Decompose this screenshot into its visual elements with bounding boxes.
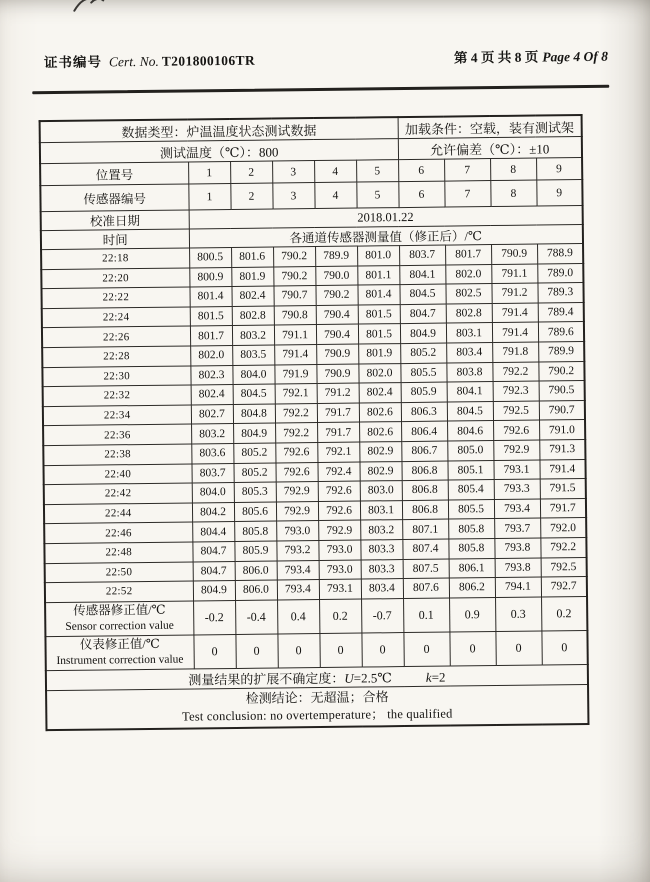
position-cell: 3 (272, 161, 314, 183)
value-cell: 791.2 (491, 283, 537, 303)
value-cell: 792.9 (276, 501, 318, 521)
value-cell: 792.0 (540, 518, 586, 538)
value-cell: 804.2 (192, 502, 234, 522)
value-cell: 793.0 (276, 521, 318, 541)
value-cell: 792.6 (318, 501, 360, 521)
value-cell: 790.2 (538, 361, 584, 381)
sensor-correction-value-cell: 0.9 (449, 597, 495, 632)
value-cell: 792.9 (493, 440, 539, 460)
time-cell: 22:46 (44, 522, 192, 543)
value-cell: 801.9 (358, 344, 400, 364)
value-cell: 806.8 (401, 461, 447, 481)
conclusion-row (46, 684, 588, 730)
value-cell: 800.5 (189, 247, 231, 267)
value-cell: 791.3 (539, 439, 585, 459)
value-cell: 802.0 (445, 264, 491, 284)
calibration-label: 校准日期 (41, 210, 189, 231)
header-rule (32, 85, 609, 95)
sensor-id-cell: 5 (356, 182, 398, 208)
value-cell: 803.6 (191, 443, 233, 463)
page-number-zh: 第 4 页 共 8 页 (453, 49, 539, 66)
value-cell: 793.0 (318, 540, 360, 560)
value-cell: 791.7 (317, 422, 359, 442)
value-cell: 792.5 (493, 401, 539, 421)
value-cell: 807.6 (403, 578, 449, 598)
position-cell: 6 (398, 159, 444, 182)
sensor-correction-label-en: Sensor correction value (65, 619, 174, 633)
value-cell: 793.1 (493, 460, 539, 480)
instrument-correction-label-en: Instrument correction value (56, 653, 184, 667)
value-cell: 792.1 (317, 442, 359, 462)
time-cell: 22:42 (44, 483, 192, 504)
value-cell: 806.7 (401, 441, 447, 461)
value-cell: 790.7 (539, 400, 585, 420)
sensor-correction-value-cell: 0.2 (541, 596, 587, 631)
value-cell: 804.5 (233, 384, 275, 404)
value-cell: 803.4 (446, 343, 492, 363)
conclusion-en: Test conclusion: no overtemperature； the qualified (182, 706, 453, 724)
sensor-id-cell: 6 (398, 181, 444, 208)
value-cell: 805.8 (448, 538, 494, 558)
value-cell: 791.8 (492, 342, 538, 362)
value-cell: 803.1 (446, 323, 492, 343)
instrument-correction-value-cell: 0 (277, 633, 319, 667)
value-cell: 803.1 (360, 500, 402, 520)
cert-label: 证书编号 (43, 54, 103, 71)
test-temp-cell: 测试温度（℃）：800 (40, 139, 398, 164)
value-cell: 806.4 (401, 421, 447, 441)
value-cell: 792.7 (541, 577, 587, 597)
value-cell: 789.9 (538, 341, 584, 361)
value-cell: 801.0 (357, 246, 399, 266)
position-cell: 7 (444, 159, 490, 182)
conclusion-zh: 检测结论：无超温；合格 (245, 689, 389, 706)
value-cell: 792.4 (317, 462, 359, 482)
value-cell: 790.4 (316, 324, 358, 344)
value-cell: 803.5 (232, 345, 274, 365)
value-cell: 791.4 (274, 345, 316, 365)
sensor-correction-value-cell: 0.1 (403, 598, 449, 633)
time-cell: 22:32 (43, 385, 191, 406)
value-cell: 801.4 (357, 285, 399, 305)
instrument-correction-value-cell: 0 (361, 632, 403, 666)
page-number-en: Page 4 Of 8 (542, 48, 608, 65)
value-cell: 801.5 (358, 324, 400, 344)
value-cell: 791.0 (539, 420, 585, 440)
time-label: 时间 (41, 229, 189, 250)
value-cell: 790.4 (316, 305, 358, 325)
value-cell: 790.5 (539, 381, 585, 401)
value-cell: 790.9 (491, 244, 537, 264)
value-cell: 803.0 (360, 481, 402, 501)
value-cell: 793.1 (319, 579, 361, 599)
value-cell: 790.2 (315, 285, 357, 305)
value-cell: 789.6 (538, 322, 584, 342)
value-cell: 802.4 (359, 383, 401, 403)
value-cell: 802.4 (231, 286, 273, 306)
value-cell: 801.5 (190, 306, 232, 326)
value-cell: 805.2 (400, 343, 446, 363)
value-cell: 792.2 (275, 423, 317, 443)
value-cell: 803.8 (446, 362, 492, 382)
value-cell: 802.8 (232, 306, 274, 326)
value-cell: 802.9 (359, 461, 401, 481)
time-cell: 22:22 (41, 287, 189, 308)
value-cell: 793.7 (494, 518, 540, 538)
uncertainty-k-symbol: k (425, 669, 432, 685)
value-cell: 790.0 (315, 266, 357, 286)
value-cell: 805.6 (234, 502, 276, 522)
value-cell: 807.4 (402, 539, 448, 559)
certificate-number (44, 49, 255, 71)
value-cell: 801.9 (231, 267, 273, 287)
value-cell: 806.0 (235, 561, 277, 581)
value-cell: 802.6 (359, 402, 401, 422)
position-cell: 4 (314, 160, 356, 182)
value-cell: 803.2 (191, 424, 233, 444)
sensor-correction-label-zh: 传感器修正值/℃ (73, 602, 166, 618)
value-cell: 791.5 (540, 479, 586, 499)
value-cell: 793.4 (277, 560, 319, 580)
time-cell: 22:24 (42, 307, 190, 328)
value-cell: 792.6 (318, 481, 360, 501)
value-cell: 792.1 (275, 384, 317, 404)
sensor-id-cell: 3 (272, 183, 314, 209)
value-cell: 791.4 (539, 459, 585, 479)
position-cell: 8 (490, 158, 536, 181)
value-cell: 804.7 (192, 541, 234, 561)
instrument-correction-value-cell: 0 (319, 633, 361, 667)
conclusion-cell (46, 684, 588, 730)
value-cell: 792.5 (541, 557, 587, 577)
value-cell: 790.7 (273, 286, 315, 306)
value-cell: 789.4 (538, 302, 584, 322)
time-cell: 22:50 (45, 561, 193, 582)
value-cell: 805.0 (447, 440, 493, 460)
value-cell: 804.0 (192, 483, 234, 503)
value-cell: 793.8 (495, 558, 541, 578)
value-cell: 803.3 (360, 539, 402, 559)
value-cell: 801.5 (358, 304, 400, 324)
position-cell: 5 (356, 160, 398, 182)
value-cell: 805.5 (448, 499, 494, 519)
value-cell: 804.6 (447, 421, 493, 441)
value-cell: 791.4 (492, 322, 538, 342)
value-cell: 790.2 (273, 266, 315, 286)
time-cell: 22:38 (43, 444, 191, 465)
value-cell: 791.4 (492, 303, 538, 323)
value-cell: 805.2 (233, 463, 275, 483)
value-cell: 801.4 (189, 287, 231, 307)
data-type-cell: 数据类型：炉温温度状态测试数据 (40, 117, 398, 143)
sensor-id-cell: 9 (536, 180, 582, 207)
measurement-rows (41, 244, 587, 603)
value-cell: 792.9 (276, 482, 318, 502)
load-condition-cell: 加载条件：空载，装有测试架 (398, 115, 582, 139)
sensor-correction-value-cell: -0.4 (235, 600, 277, 634)
handwritten-mark (71, 0, 105, 13)
value-cell: 790.2 (273, 247, 315, 267)
value-cell: 804.4 (192, 522, 234, 542)
test-data-table (39, 114, 590, 731)
value-cell: 789.9 (315, 246, 357, 266)
position-cell: 9 (536, 158, 582, 181)
value-cell: 788.9 (537, 244, 583, 264)
value-cell: 805.8 (234, 521, 276, 541)
value-cell: 802.4 (191, 385, 233, 405)
value-cell: 801.1 (357, 265, 399, 285)
value-cell: 792.2 (540, 537, 586, 557)
value-cell: 792.3 (493, 381, 539, 401)
sensor-id-cell: 4 (314, 182, 356, 208)
value-cell: 793.3 (494, 479, 540, 499)
value-cell: 804.9 (193, 581, 235, 601)
instrument-correction-label (45, 635, 193, 671)
value-cell: 793.8 (494, 538, 540, 558)
value-cell: 806.0 (235, 580, 277, 600)
value-cell: 793.4 (277, 580, 319, 600)
sensor-correction-value-cell: -0.7 (361, 598, 403, 632)
value-cell: 790.9 (316, 344, 358, 364)
value-cell: 802.3 (190, 365, 232, 385)
value-cell: 803.3 (361, 559, 403, 579)
value-cell: 805.8 (448, 519, 494, 539)
sensor-correction-value-cell: 0.3 (495, 597, 541, 632)
value-cell: 806.8 (402, 500, 448, 520)
instrument-correction-value-cell: 0 (403, 632, 449, 667)
sensor-id-cell: 1 (188, 184, 230, 210)
value-cell: 807.5 (403, 559, 449, 579)
value-cell: 804.9 (233, 423, 275, 443)
value-cell: 806.2 (449, 578, 495, 598)
value-cell: 804.7 (193, 561, 235, 581)
value-cell: 801.6 (231, 247, 273, 267)
time-cell: 22:48 (44, 542, 192, 563)
instrument-correction-value-cell: 0 (495, 631, 541, 666)
uncertainty-u-value: =2.5℃ (353, 669, 392, 686)
value-cell: 805.2 (233, 443, 275, 463)
value-cell: 803.7 (191, 463, 233, 483)
time-cell: 22:52 (45, 581, 193, 602)
value-cell: 791.1 (491, 264, 537, 284)
value-cell: 804.5 (399, 284, 445, 304)
cert-no-label: Cert. No. (108, 53, 159, 70)
instrument-correction-value-cell: 0 (541, 630, 587, 665)
value-cell: 802.0 (358, 363, 400, 383)
time-cell: 22:26 (42, 326, 190, 347)
value-cell: 804.7 (400, 304, 446, 324)
value-cell: 792.6 (275, 462, 317, 482)
value-cell: 791.7 (317, 403, 359, 423)
time-cell: 22:28 (42, 346, 190, 367)
value-cell: 805.3 (234, 482, 276, 502)
value-cell: 802.8 (446, 303, 492, 323)
value-cell: 791.2 (317, 383, 359, 403)
instrument-correction-value-cell: 0 (193, 634, 235, 668)
value-cell: 804.1 (447, 382, 493, 402)
page-number (454, 45, 608, 67)
value-cell: 806.8 (402, 480, 448, 500)
value-cell: 792.9 (318, 520, 360, 540)
value-cell: 805.9 (401, 382, 447, 402)
calibration-date: 2018.01.22 (189, 206, 583, 229)
instrument-correction-label-zh: 仪表修正值/℃ (79, 637, 160, 652)
time-cell: 22:18 (41, 248, 189, 269)
value-cell: 806.3 (401, 402, 447, 422)
sensor-id-cell: 2 (230, 183, 272, 209)
value-cell: 791.1 (274, 325, 316, 345)
instrument-correction-value-cell: 0 (449, 631, 495, 666)
value-cell: 807.1 (402, 519, 448, 539)
value-cell: 793.0 (319, 560, 361, 580)
time-cell: 22:30 (42, 366, 190, 387)
value-cell: 793.2 (276, 540, 318, 560)
value-cell: 794.1 (495, 577, 541, 597)
value-cell: 800.9 (189, 267, 231, 287)
value-cell: 805.9 (234, 541, 276, 561)
sensor-correction-value-cell: 0.4 (277, 599, 319, 633)
value-cell: 802.9 (359, 442, 401, 462)
allowed-deviation-cell: 允许偏差（℃）：±10 (398, 137, 582, 160)
position-label: 位置号 (40, 162, 188, 186)
value-cell: 802.7 (191, 404, 233, 424)
uncertainty-prefix: 测量结果的扩展不确定度： (188, 670, 345, 688)
value-cell: 790.8 (274, 305, 316, 325)
value-cell: 804.0 (232, 365, 274, 385)
value-cell: 803.2 (232, 325, 274, 345)
uncertainty-k-value: =2 (431, 669, 446, 685)
sensor-correction-value-cell: -0.2 (193, 600, 235, 634)
value-cell: 792.6 (275, 442, 317, 462)
value-cell: 791.9 (274, 364, 316, 384)
sensor-correction-value-cell: 0.2 (319, 599, 361, 633)
position-cell: 1 (188, 162, 230, 184)
page-header (44, 45, 608, 71)
value-cell: 803.7 (399, 245, 445, 265)
value-cell: 804.8 (233, 404, 275, 424)
sensor-label: 传感器编号 (40, 184, 188, 212)
value-cell: 801.7 (445, 245, 491, 265)
uncertainty-u-symbol: U (344, 670, 354, 686)
time-cell: 22:44 (44, 503, 192, 524)
value-cell: 790.9 (316, 364, 358, 384)
value-cell: 802.5 (445, 284, 491, 304)
sensor-correction-label (45, 601, 193, 637)
value-cell: 792.6 (493, 420, 539, 440)
value-cell: 805.5 (400, 363, 446, 383)
instrument-correction-value-cell: 0 (235, 634, 277, 668)
value-cell: 806.1 (449, 558, 495, 578)
value-cell: 804.9 (400, 323, 446, 343)
time-cell: 22:20 (41, 268, 189, 289)
value-cell: 803.2 (360, 520, 402, 540)
value-cell: 792.2 (492, 362, 538, 382)
value-cell: 804.1 (399, 265, 445, 285)
value-cell: 789.0 (537, 263, 583, 283)
sensor-id-cell: 8 (490, 180, 536, 207)
value-cell: 801.7 (190, 326, 232, 346)
channels-header: 各通道传感器测量值（修正后）/℃ (189, 225, 583, 248)
value-cell: 791.7 (540, 498, 586, 518)
value-cell: 793.4 (494, 499, 540, 519)
time-cell: 22:36 (43, 424, 191, 445)
value-cell: 803.4 (361, 579, 403, 599)
value-cell: 804.5 (447, 401, 493, 421)
sensor-id-cell: 7 (444, 181, 490, 208)
position-cell: 2 (230, 161, 272, 183)
time-cell: 22:40 (43, 463, 191, 484)
value-cell: 789.3 (537, 283, 583, 303)
value-cell: 805.1 (447, 460, 493, 480)
time-cell: 22:34 (43, 405, 191, 426)
value-cell: 792.2 (275, 403, 317, 423)
value-cell: 802.0 (190, 345, 232, 365)
value-cell: 802.6 (359, 422, 401, 442)
cert-no-value: T201800106TR (161, 52, 256, 69)
value-cell: 805.4 (448, 480, 494, 500)
